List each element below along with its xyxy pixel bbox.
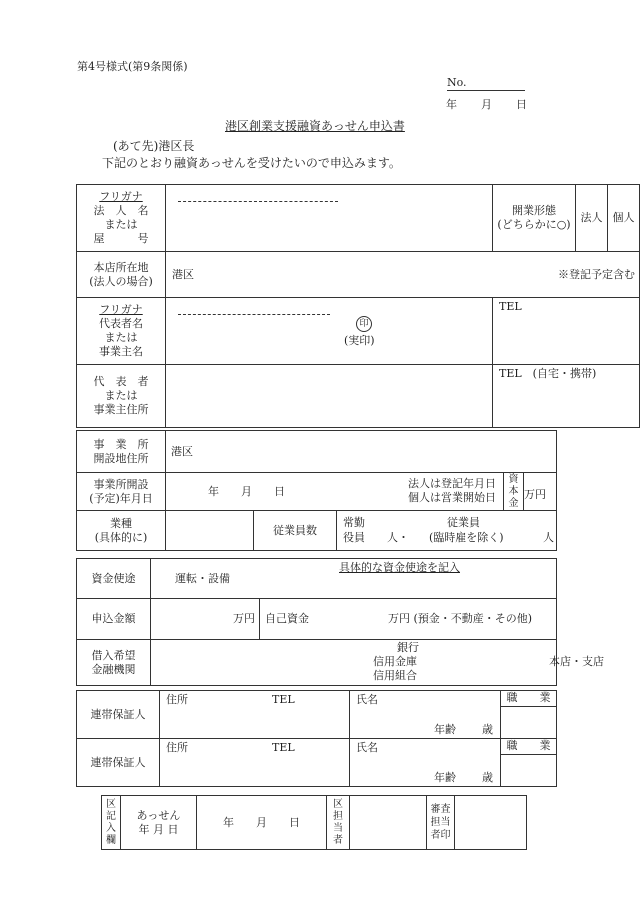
guarantor-label: 連帯保証人 (77, 739, 160, 787)
loan-amount-field[interactable] (151, 599, 260, 640)
day-label: 日 (516, 98, 527, 111)
addressee: (あて先)港区長 (113, 139, 195, 153)
month-label: 月 (481, 98, 492, 111)
label-line: 業種 (110, 516, 132, 530)
representative-name-label (77, 298, 166, 365)
label-line: (予定)年月日 (89, 491, 153, 505)
capital-unit: 万円 (524, 488, 546, 501)
label-line: 事業主住所 (93, 403, 149, 416)
business-form-choice (576, 185, 640, 252)
guarantor-name-field[interactable] (350, 691, 501, 739)
age-label: 年齢 (434, 771, 456, 784)
guarantor-occupation-field[interactable] (501, 739, 557, 787)
furigana-dotted-line (178, 201, 338, 202)
own-funds-unit: 万円 (預金・不動産・その他) (388, 612, 533, 625)
intro-text: 下記のとおり融資あっせんを受けたいので申込みます。 (102, 156, 401, 170)
age-unit: 歳 (482, 723, 493, 736)
label-line: 金 (508, 497, 519, 509)
fulltime-label: 常勤 (343, 516, 365, 529)
hq-address-value: 港区 (172, 267, 194, 281)
corporation-option[interactable]: 法人 (576, 185, 608, 251)
address-label: 住所 (166, 741, 188, 754)
bank-label (77, 640, 151, 686)
mediation-date-field[interactable]: 年 月 日 (197, 796, 327, 850)
label-line: 事業所開設 (93, 477, 149, 491)
representative-tel-field[interactable] (493, 298, 640, 365)
representative-name-field[interactable] (166, 298, 493, 365)
year-label: 年 (446, 98, 457, 111)
staff-unit: 人 (543, 531, 554, 544)
guarantor-row (77, 739, 557, 787)
own-funds-field[interactable] (260, 599, 557, 640)
tel-label: TEL (272, 693, 295, 706)
age-label: 年齢 (434, 723, 456, 736)
fund-use-field[interactable] (151, 559, 557, 599)
branch-label: 本店・支店 (549, 655, 604, 668)
name-label: 氏名 (356, 693, 378, 706)
label-line: 法 人 名 (93, 204, 149, 217)
business-table (76, 430, 557, 511)
label-line: 屋 号 (93, 232, 149, 245)
hq-address-label (77, 252, 166, 298)
industry-table (76, 510, 557, 551)
reviewer-seal-label (427, 796, 455, 850)
ward-officer-field[interactable] (350, 796, 427, 850)
staff-note: (臨時雇を除く) (429, 531, 504, 544)
applicant-table (76, 184, 640, 428)
age-unit: 歳 (482, 771, 493, 784)
home-tel-label: TEL (自宅・携帯) (499, 367, 597, 380)
office-use-table (101, 795, 527, 850)
individual-start-note: 個人は営業開始日 (408, 491, 496, 504)
label-line: 代表者名 (99, 317, 143, 330)
label-line: 開業形態 (512, 204, 556, 217)
seal-mark-icon: 印 (356, 316, 372, 332)
label-line: (どちらかに○) (497, 218, 571, 231)
capital-label (504, 473, 524, 511)
guarantor-name-field[interactable] (350, 739, 501, 787)
representative-address-field[interactable] (166, 365, 493, 428)
label-line: (法人の場合) (89, 274, 153, 288)
employees-field[interactable] (337, 511, 557, 551)
staff-label: 従業員 (447, 516, 480, 529)
label-line: 資 (508, 473, 519, 485)
label-line: または (104, 389, 138, 402)
office-open-date-field[interactable] (166, 473, 504, 511)
no-label: No. (447, 76, 467, 89)
label-line: あっせん (136, 808, 181, 822)
label-line: 担当 (430, 817, 451, 828)
ward-entry-label (102, 796, 121, 850)
guarantor-row (77, 691, 557, 739)
label-line: または (104, 218, 138, 231)
office-address-field[interactable] (166, 431, 557, 473)
open-date-value: 年 月 日 (208, 485, 285, 498)
representative-home-tel-field[interactable] (493, 365, 640, 428)
address-label: 住所 (166, 693, 188, 706)
fund-use-options: 運転・設備 (175, 572, 230, 585)
label-line: 事 業 所 (93, 437, 149, 451)
label-line: 事業主名 (99, 345, 143, 358)
business-name-field[interactable] (166, 185, 493, 252)
label-line: 代 表 者 (93, 375, 149, 388)
document-number[interactable] (447, 76, 525, 91)
furigana-label: フリガナ (99, 190, 143, 203)
tel-label: TEL (499, 300, 522, 313)
loan-amount-label: 申込金額 (77, 599, 151, 640)
guarantor-label: 連帯保証人 (77, 691, 160, 739)
employees-label: 従業員数 (254, 511, 337, 551)
bank-type-kumiai: 信用組合 (373, 669, 417, 682)
guarantor-occupation-field[interactable] (501, 691, 557, 739)
ward-officer-label (327, 796, 350, 850)
label-line: 入 (106, 822, 116, 834)
guarantor-address-field[interactable] (160, 691, 350, 739)
label-line: 欄 (106, 834, 116, 846)
industry-label (77, 511, 166, 551)
furigana-dotted-line (178, 314, 330, 315)
officers-count: 役員 人・ (343, 531, 409, 544)
label-line: 借入希望 (91, 648, 136, 662)
label-line: 記 (106, 810, 116, 822)
bank-type-bank: 銀行 (397, 641, 419, 654)
label-line: 当 (333, 822, 343, 834)
label-line: 者印 (430, 830, 451, 841)
mediation-date-label (121, 796, 197, 850)
label-line: 区 (106, 798, 116, 810)
business-name-label (77, 185, 166, 252)
business-form-label (493, 185, 576, 252)
representative-address-label (77, 365, 166, 428)
label-line: 区 (333, 798, 343, 810)
guarantor-table (76, 690, 557, 787)
reviewer-seal-field[interactable] (455, 796, 527, 850)
label-line: 金融機関 (91, 662, 136, 676)
label-line: 者 (333, 834, 343, 846)
label-line: 担 (333, 810, 343, 822)
office-address-value: 港区 (171, 444, 193, 458)
funding-table (76, 558, 604, 686)
label-line: (具体的に) (94, 530, 148, 544)
fund-use-note: 具体的な資金使途を記入 (339, 561, 460, 574)
office-address-label (77, 431, 166, 473)
label-line: 本店所在地 (93, 260, 149, 274)
form-number: 第4号様式(第9条関係) (77, 60, 188, 73)
occupation-label: 職 業 (501, 691, 556, 707)
occupation-label: 職 業 (501, 739, 556, 755)
fund-use-label: 資金使途 (77, 559, 151, 599)
industry-field[interactable] (166, 511, 254, 551)
guarantor-address-field[interactable] (160, 739, 350, 787)
bank-field[interactable] (151, 640, 604, 686)
label-line: 審査 (430, 804, 451, 815)
bank-type-shinkin: 信用金庫 (373, 655, 417, 668)
furigana-label: フリガナ (99, 303, 143, 316)
name-label: 氏名 (356, 741, 378, 754)
label-line: または (104, 331, 138, 344)
label-line: 本 (508, 485, 519, 497)
label-line: 開設地住所 (93, 451, 149, 465)
own-funds-label: 自己資金 (265, 612, 309, 625)
page-title: 港区創業支援融資あっせん申込書 (225, 119, 405, 133)
hq-address-note: ※登記予定含む (558, 267, 635, 281)
hq-address-field[interactable] (166, 252, 640, 298)
seal-label: (実印) (344, 334, 375, 347)
corp-registration-note: 法人は登記年月日 (408, 477, 496, 490)
office-open-date-label (77, 473, 166, 511)
loan-amount-unit: 万円 (233, 612, 255, 625)
individual-option[interactable]: 個人 (612, 211, 635, 224)
tel-label: TEL (272, 741, 295, 754)
label-line: 年 月 日 (138, 822, 179, 836)
